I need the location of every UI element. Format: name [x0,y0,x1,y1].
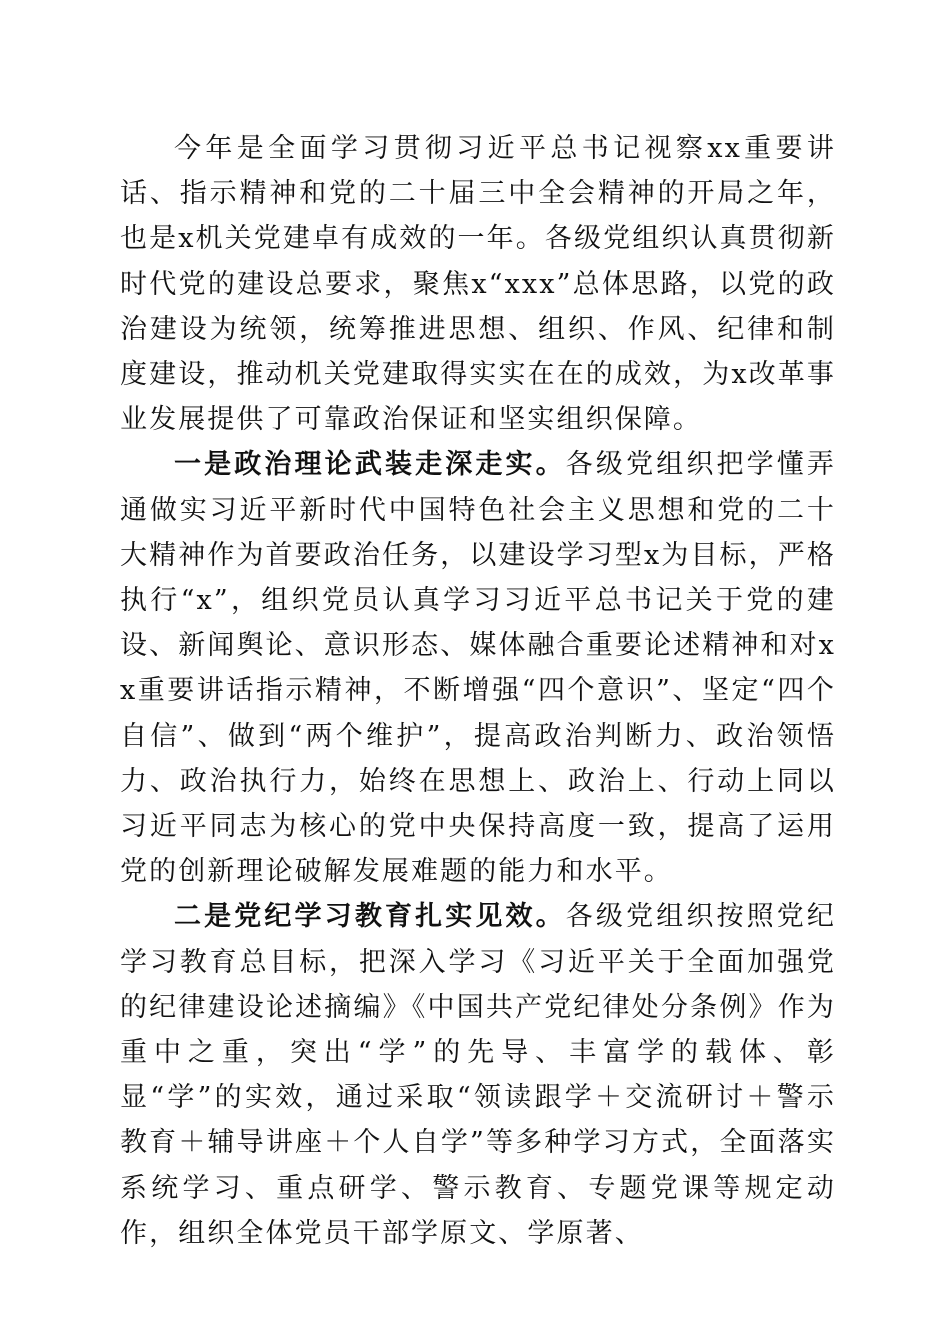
document-body [120,126,836,1256]
paragraph-intro [120,126,836,442]
paragraph-text: 各级党组织把学懂弄通做实习近平新时代中国特色社会主义思想和党的二十大精神作为首要政治任务，以建设学习型x为目标，严格执行“x”，组织党员认真学习习近平总书记关于党的建设、新闻舆论、意识形态、媒体融合重要论述精神和对xx重要讲话指示精神，不断增强“四个意识”、坚定“四个自信”、做到“两个维护”，提高政治判断力、政治领悟力、政治执行力，始终在思想上、政治上、行动上同以习近平同志为核心的党中央保持高度一致，提高了运用党的创新理论破解发展难题的能力和水平。 [120,449,836,888]
paragraph-text: 各级党组织按照党纪学习教育总目标，把深入学习《习近平关于全面加强党的纪律建设论述摘编》《中国共产党纪律处分条例》作为重中之重，突出“学”的先导、丰富学的载体、彰显“学”的实效，通过采取“领读跟学＋交流研讨＋警示教育＋辅导讲座＋个人自学”等多种学习方式，全面落实系统学习、重点研学、警示教育、专题党课等规定动作，组织全体党员干部学原文、学原著、 [120,901,836,1249]
paragraph-discipline-education [120,894,836,1256]
paragraph-lead: 一是政治理论武装走深走实。 [174,449,566,481]
paragraph-text: 今年是全面学习贯彻习近平总书记视察xx重要讲话、指示精神和党的二十届三中全会精神的开局之年，也是x机关党建卓有成效的一年。各级党组织认真贯彻新时代党的建设总要求，聚焦x“xxx”总体思路，以党的政治建设为统领，统筹推进思想、组织、作风、纪律和制度建设，推动机关党建取得实实在在的成效，为x改革事业发展提供了可靠政治保证和坚实组织保障。 [120,133,836,436]
paragraph-lead: 二是党纪学习教育扎实见效。 [174,901,566,933]
paragraph-political-theory [120,442,836,894]
